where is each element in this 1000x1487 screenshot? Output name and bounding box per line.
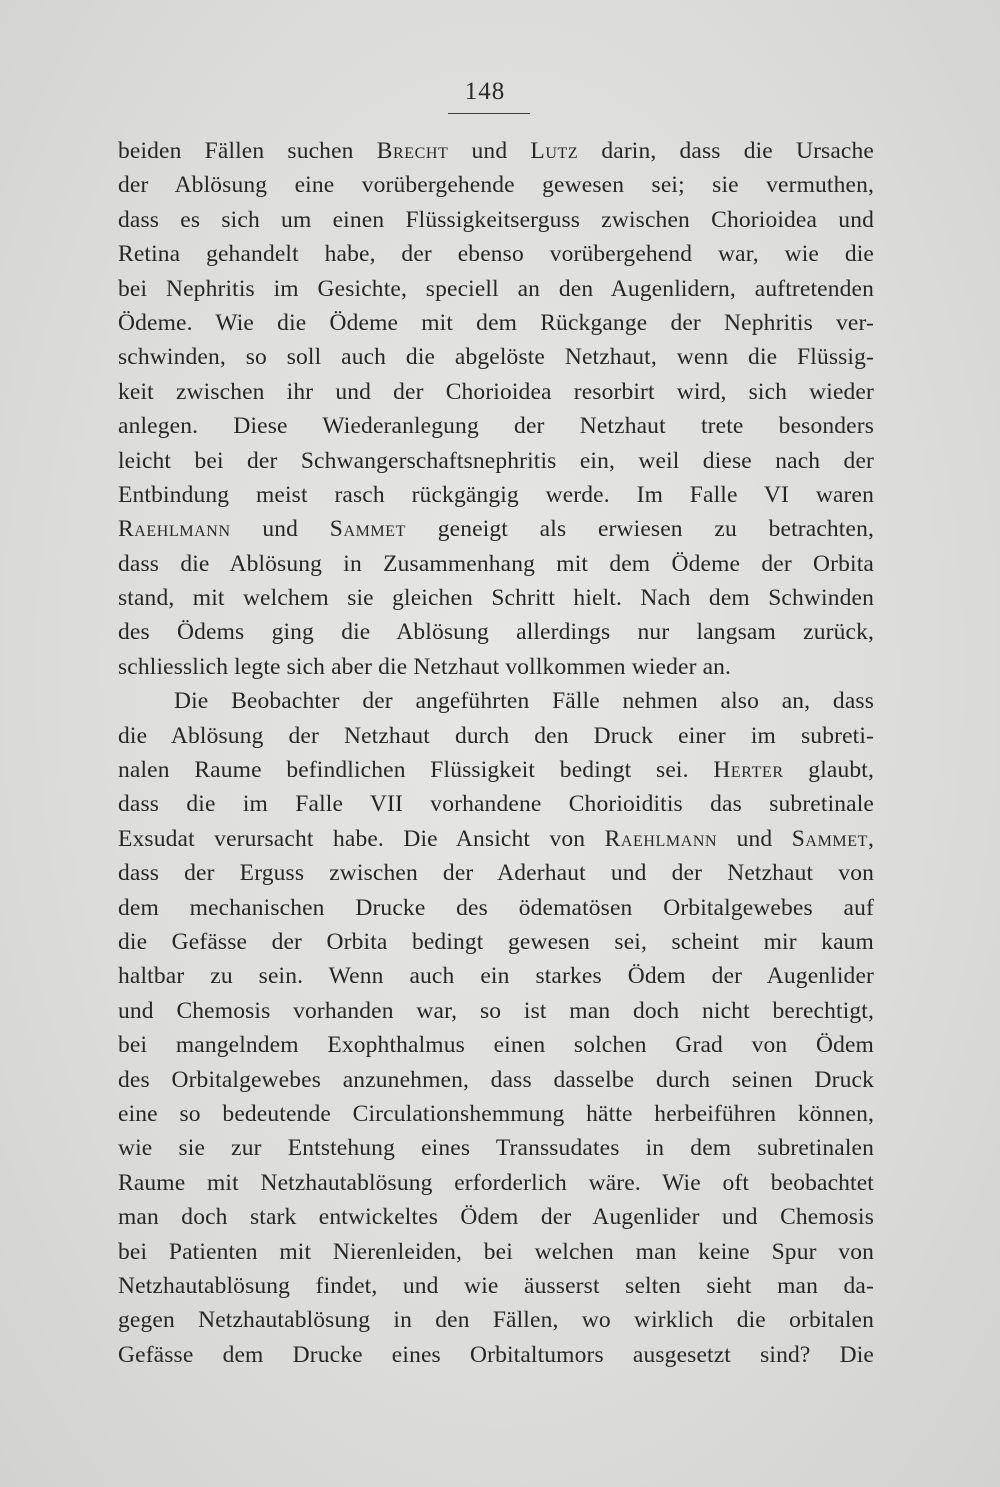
page-number: 148 [464, 78, 506, 105]
text-line: man doch stark entwickeltes Ödem der Augenlider und Chemosis [118, 1204, 874, 1231]
text-line: die Gefässe der Orbita bedingt gewesen sei, scheint mir kaum [118, 928, 874, 955]
page-number-rule [448, 113, 530, 114]
text-line: leicht bei der Schwangerschaftsnephritis ein, weil diese nach der [118, 447, 874, 474]
text-line: schliesslich legte sich aber die Netzhaut vollkommen wieder an. [118, 653, 732, 680]
text-line: Raehlmann und Sammet geneigt als erwiesen zu betrachten, [118, 516, 874, 543]
text-line: beiden Fällen suchen Brecht und Lutz darin, dass die Ursache [118, 138, 874, 164]
text-line: bei Nephritis im Gesichte, speciell an den Augenlidern, auftretenden [118, 275, 874, 302]
text-line: Gefässe dem Drucke eines Orbitaltumors ausgesetzt sind? Die [118, 1341, 874, 1368]
text-line: dass der Erguss zwischen der Aderhaut und der Netzhaut von [118, 860, 874, 887]
text-line: des Orbitalgewebes anzunehmen, dass dasselbe durch seinen Druck [118, 1066, 874, 1093]
text-line: gegen Netzhautablösung in den Fällen, wo wirklich die orbitalen [118, 1307, 874, 1334]
text-line: dass es sich um einen Flüssigkeitserguss zwischen Chorioidea und [118, 206, 874, 233]
paragraph [118, 684, 874, 1372]
text-line: Entbindung meist rasch rückgängig werde. Im Falle VI waren [118, 481, 874, 508]
text-line: die Ablösung der Netzhaut durch den Druck einer im subreti- [118, 722, 874, 749]
text-line: haltbar zu sein. Wenn auch ein starkes Ödem der Augenlider [118, 963, 874, 990]
text-line: bei Patienten mit Nierenleiden, bei welchen man keine Spur von [118, 1238, 874, 1265]
text-line: wie sie zur Entstehung eines Transsudates in dem subretinalen [118, 1135, 874, 1162]
text-line: dem mechanischen Drucke des ödematösen Orbitalgewebes auf [118, 894, 874, 921]
text-line: dass die Ablösung in Zusammenhang mit dem Ödeme der Orbita [118, 550, 874, 577]
text-line: nalen Raume befindlichen Flüssigkeit bedingt sei. Herter glaubt, [118, 757, 874, 784]
text-line: Die Beobachter der angeführten Fälle nehmen also an, dass [174, 688, 874, 715]
text-line: Retina gehandelt habe, der ebenso vorübergehend war, wie die [118, 241, 874, 268]
text-line: bei mangelndem Exophthalmus einen solchen Grad von Ödem [118, 1032, 874, 1059]
text-line: schwinden, so soll auch die abgelöste Netzhaut, wenn die Flüssig- [118, 344, 874, 371]
text-line: eine so bedeutende Circulationshemmung hätte herbeiführen können, [118, 1100, 874, 1127]
text-line: stand, mit welchem sie gleichen Schritt hielt. Nach dem Schwinden [118, 585, 874, 612]
paragraph [118, 134, 874, 684]
text-line: Netzhautablösung findet, und wie äusserst selten sieht man da- [118, 1272, 874, 1299]
text-line: und Chemosis vorhanden war, so ist man doch nicht berechtigt, [118, 997, 874, 1024]
text-line: anlegen. Diese Wiederanlegung der Netzhaut trete besonders [118, 413, 874, 440]
text-line: der Ablösung eine vorübergehende gewesen sei; sie vermuthen, [118, 172, 874, 199]
text-line: Ödeme. Wie die Ödeme mit dem Rückgange der Nephritis ver- [118, 309, 874, 336]
text-line: Exsudat verursacht habe. Die Ansicht von Raehlmann und Sammet, [118, 825, 874, 852]
text-line: Raume mit Netzhautablösung erforderlich wäre. Wie oft beobachtet [118, 1169, 874, 1196]
text-line: des Ödems ging die Ablösung allerdings nur langsam zurück, [118, 619, 874, 646]
text-line: keit zwischen ihr und der Chorioidea resorbirt wird, sich wieder [118, 378, 874, 405]
body-text [118, 134, 874, 1372]
text-line: dass die im Falle VII vorhandene Chorioiditis das subretinale [118, 791, 874, 818]
